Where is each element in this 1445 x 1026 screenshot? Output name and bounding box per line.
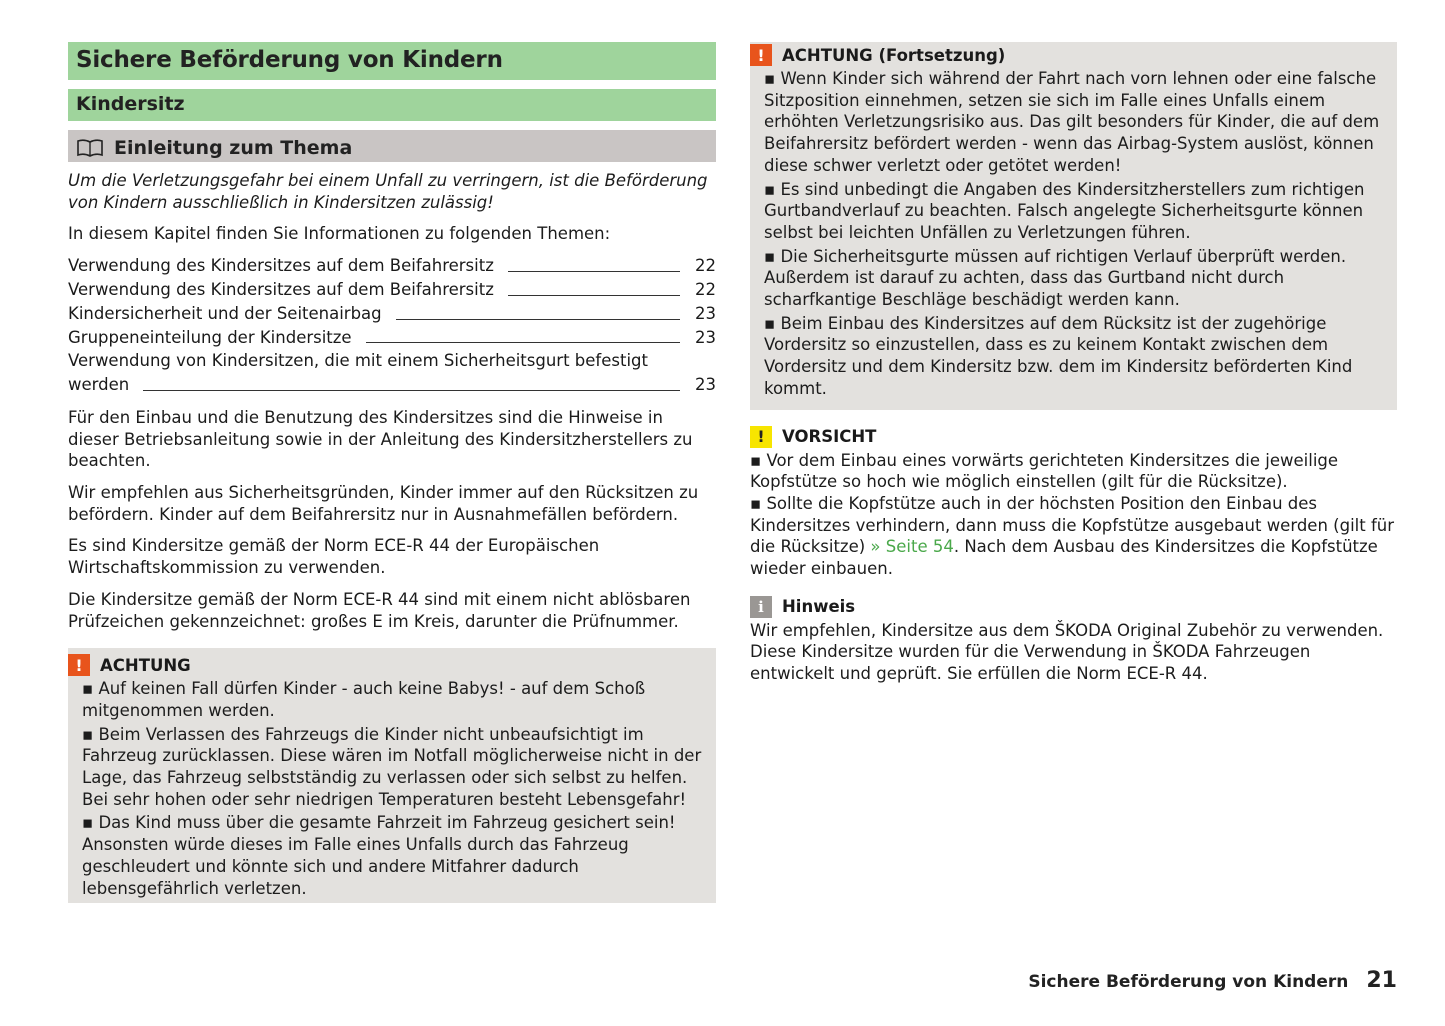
warning-bullet: ▪ Beim Verlassen des Fahrzeugs die Kinder nicht unbeaufsichtigt im Fahrzeug zurücklassen. Diese wären im Notfall möglicherweise nicht in der Lage, das Fahrzeug selbstständig zu verlassen oder sich selbst zu helfen. Bei sehr hohen oder sehr niedrigen Temperaturen besteht Lebensgefahr! — [82, 724, 702, 811]
warning-bullet: ▪ Beim Einbau des Kindersitzes auf dem Rücksitz ist der zugehörige Vordersitz so einzustellen, dass es zu keinem Kontakt zwischen dem Vordersitz und dem Kindersitz bzw. dem im Kindersitz beförderten Kind kommt. — [764, 313, 1383, 400]
toc-entry[interactable] — [68, 326, 716, 350]
toc-entry[interactable] — [68, 278, 716, 302]
note-title — [750, 596, 1397, 618]
warning-bullet: ▪ Das Kind muss über die gesamte Fahrzeit im Fahrzeug gesichert sein! Ansonsten würde dieses im Falle eines Unfalls durch das Fahrzeug geschleudert und könnte sich und andere Mitfahrer dadurch lebensgefährlich verletzen. — [82, 812, 702, 899]
table-of-contents — [68, 254, 716, 397]
lead-paragraph: Um die Verletzungsgefahr bei einem Unfall zu verringern, ist die Beförderung von Kindern ausschließlich in Kindersitzen zulässig! — [68, 171, 708, 212]
warning-box — [68, 648, 716, 903]
toc-entry-title: Verwendung des Kindersitzes auf dem Beifahrersitz — [68, 279, 494, 299]
toc-leader — [366, 342, 680, 343]
section-title: Kindersitz — [68, 89, 716, 121]
page-footer — [1028, 968, 1397, 993]
warning-bullet: ▪ Wenn Kinder sich während der Fahrt nach vorn lehnen oder eine falsche Sitzposition einnehmen, setzen sie sich im Falle eines Unfalls einem erhöhten Verletzungsrisiko aus. Das gilt besonders für Kinder, die auf dem Beifahrersitz befördert werden - wenn das Airbag-System auslöst, können diese schwer verletzt oder getötet werden! — [764, 68, 1383, 177]
toc-leader — [143, 390, 680, 391]
toc-entry[interactable] — [68, 254, 716, 278]
toc-entry-page: 22 — [695, 279, 716, 299]
body-paragraph: Für den Einbau und die Benutzung des Kindersitzes sind die Hinweise in dieser Betriebsanleitung sowie in der Anleitung des Kindersitzherstellers zu beachten. — [68, 407, 693, 471]
body-paragraph: Wir empfehlen aus Sicherheitsgründen, Kinder immer auf den Rücksitzen zu befördern. Kinder auf dem Beifahrersitz nur in Ausnahmefällen befördern. — [68, 483, 699, 524]
note-title-text: Hinweis — [782, 597, 856, 617]
toc-entry-page: 23 — [695, 327, 716, 347]
toc-entry-title-cont: werden — [68, 375, 130, 395]
toc-leader — [508, 295, 680, 296]
warning-continued-title-text: ACHTUNG (Fortsetzung) — [782, 45, 1006, 65]
toc-leader — [508, 271, 680, 272]
toc-entry[interactable] — [68, 302, 716, 326]
caution-icon: ! — [750, 426, 772, 448]
warning-icon: ! — [68, 654, 90, 676]
caution-title — [750, 426, 1397, 448]
left-column — [68, 42, 716, 903]
toc-entry-title: Gruppeneinteilung der Kindersitze — [68, 327, 352, 347]
caution-bullet: ▪ Sollte die Kopfstütze auch in der höchsten Position den Einbau des Kindersitzes verhindern, dann muss die Kopfstütze ausgebaut werden (gilt für die Rücksitze) » Seite 54. Nach dem Ausbau des Kindersitzes die Kopfstütze wieder einbauen. — [750, 493, 1397, 580]
right-column — [750, 42, 1397, 685]
caution-bullet: ▪ Vor dem Einbau eines vorwärts gerichteten Kindersitzes die jeweilige Kopfstütze so hoch wie möglich einstellen (gilt für die Rücksitze). — [750, 450, 1397, 493]
page-number: 21 — [1366, 968, 1397, 993]
toc-entry-title: Verwendung von Kindersitzen, die mit einem Sicherheitsgurt befestigt — [68, 351, 648, 371]
chapter-title: Sichere Beförderung von Kindern — [68, 42, 716, 80]
subsection-title-text: Einleitung zum Thema — [114, 137, 353, 159]
page-reference-link[interactable]: » Seite 54 — [870, 537, 954, 557]
toc-entry-page: 23 — [695, 375, 716, 395]
warning-title-text: ACHTUNG — [100, 655, 191, 675]
info-icon: i — [750, 596, 772, 618]
warning-bullet: ▪ Auf keinen Fall dürfen Kinder - auch keine Babys! - auf dem Schoß mitgenommen werden. — [82, 678, 702, 721]
subsection-title — [68, 130, 716, 162]
caution-block — [750, 426, 1397, 580]
body-paragraph: Die Kindersitze gemäß der Norm ECE-R 44 sind mit einem nicht ablösbaren Prüfzeichen gekennzeichnet: großes E im Kreis, darunter die Prüfnummer. — [68, 589, 691, 631]
toc-entry-page: 22 — [695, 256, 716, 276]
warning-bullet: ▪ Die Sicherheitsgurte müssen auf richtigen Verlauf überprüft werden. Außerdem ist darauf zu achten, dass das Gurtband nicht durch scharfkantige Beschläge beschädigt werden kann. — [764, 246, 1383, 311]
toc-intro: In diesem Kapitel finden Sie Informationen zu folgenden Themen: — [68, 224, 611, 244]
note-block — [750, 596, 1397, 685]
toc-entry-title: Kindersicherheit und der Seitenairbag — [68, 303, 382, 323]
toc-entry-title: Verwendung des Kindersitzes auf dem Beifahrersitz — [68, 256, 494, 276]
footer-chapter-title: Sichere Beförderung von Kindern — [1028, 972, 1349, 992]
caution-title-text: VORSICHT — [782, 427, 877, 447]
book-icon — [76, 138, 104, 158]
toc-entry[interactable] — [68, 349, 716, 397]
toc-entry-page: 23 — [695, 303, 716, 323]
note-text: Wir empfehlen, Kindersitze aus dem ŠKODA Original Zubehör zu verwenden. Diese Kindersitze wurden für die Verwendung in ŠKODA Fahrzeugen entwickelt und geprüft. Sie erfüllen die Norm ECE-R 44. — [750, 620, 1384, 684]
warning-continued-title — [750, 44, 1383, 66]
warning-icon: ! — [750, 44, 772, 66]
warning-bullet: ▪ Es sind unbedingt die Angaben des Kindersitzherstellers zum richtigen Gurtbandverlauf zu beachten. Falsch angelegte Sicherheitsgurte können selbst bei leichten Unfällen zu Verletzungen führen. — [764, 179, 1383, 244]
warning-title — [68, 654, 702, 676]
body-paragraph: Es sind Kindersitze gemäß der Norm ECE-R 44 der Europäischen Wirtschaftskommission zu verwenden. — [68, 536, 600, 578]
warning-continued-box — [750, 42, 1397, 410]
toc-leader — [396, 319, 680, 320]
